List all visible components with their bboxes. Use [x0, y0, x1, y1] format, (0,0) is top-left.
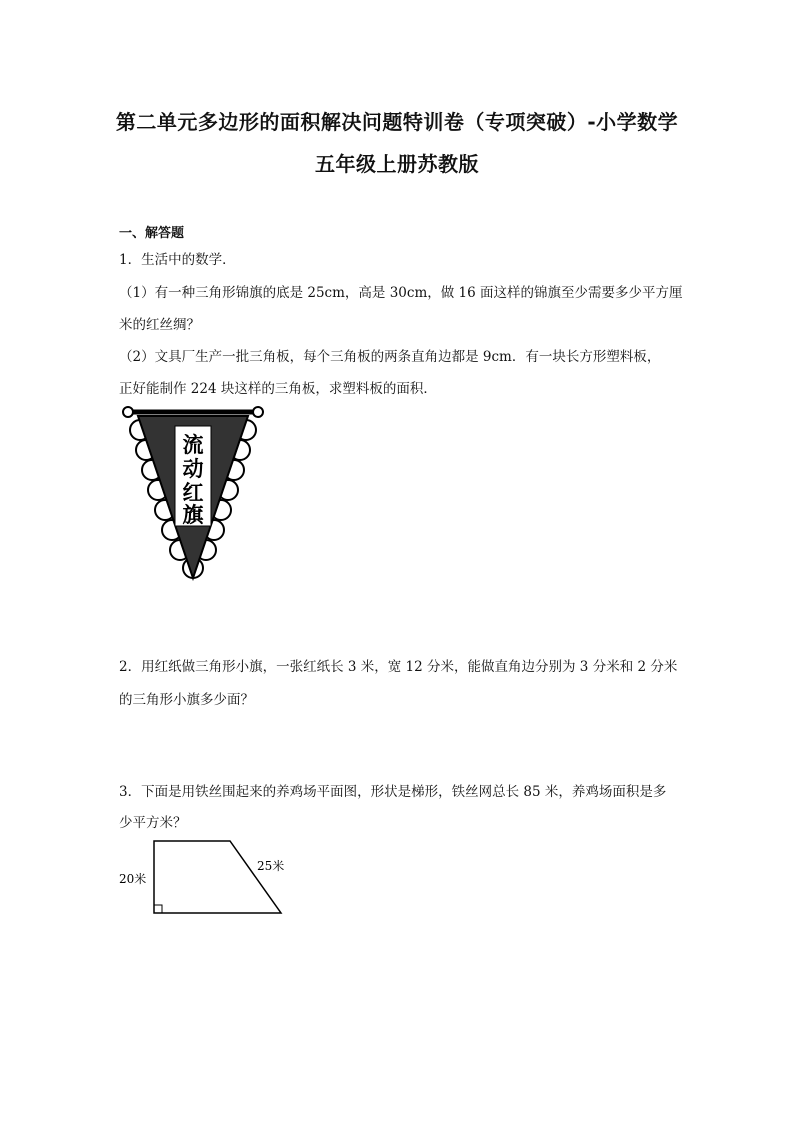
banner-char: 旗: [182, 503, 204, 527]
question-1-line: （1）有一种三角形锦旗的底是 25cm，高是 30cm，做 16 面这样的锦旗至少需要多少平方厘: [119, 285, 683, 301]
section-heading: 一、解答题: [119, 226, 185, 241]
banner-char: 红: [182, 481, 204, 505]
banner-char: 流: [182, 433, 204, 457]
pennant-figure: [118, 400, 268, 590]
height-label: 20米: [119, 872, 147, 886]
document-title-line-1: 第二单元多边形的面积解决问题特训卷（专项突破）-小学数学: [115, 110, 679, 134]
question-1-line: 1．生活中的数学．: [119, 252, 236, 268]
document-title-line-2: 五年级上册苏教版: [315, 152, 479, 176]
question-1-line: 米的红丝绸？: [119, 317, 200, 333]
question-3-line: 少平方米？: [119, 815, 187, 831]
banner-char: 动: [182, 457, 204, 481]
trapezoid-figure: [115, 835, 315, 925]
slant-side-label: 25米: [257, 859, 285, 873]
question-1-line: （2）文具厂生产一批三角板，每个三角板的两条直角边都是 9cm．有一块长方形塑料板，: [119, 349, 661, 365]
question-3-line: 3．下面是用铁丝围起来的养鸡场平面图，形状是梯形，铁丝网总长 85 米，养鸡场面积是多: [119, 784, 667, 800]
question-1-line: 正好能制作 224 块这样的三角板，求塑料板的面积．: [119, 381, 437, 397]
question-2-line: 2．用红纸做三角形小旗，一张红纸长 3 米，宽 12 分米，能做直角边分别为 3 分米和 2 分米: [119, 659, 678, 675]
question-2-line: 的三角形小旗多少面？: [119, 692, 254, 708]
